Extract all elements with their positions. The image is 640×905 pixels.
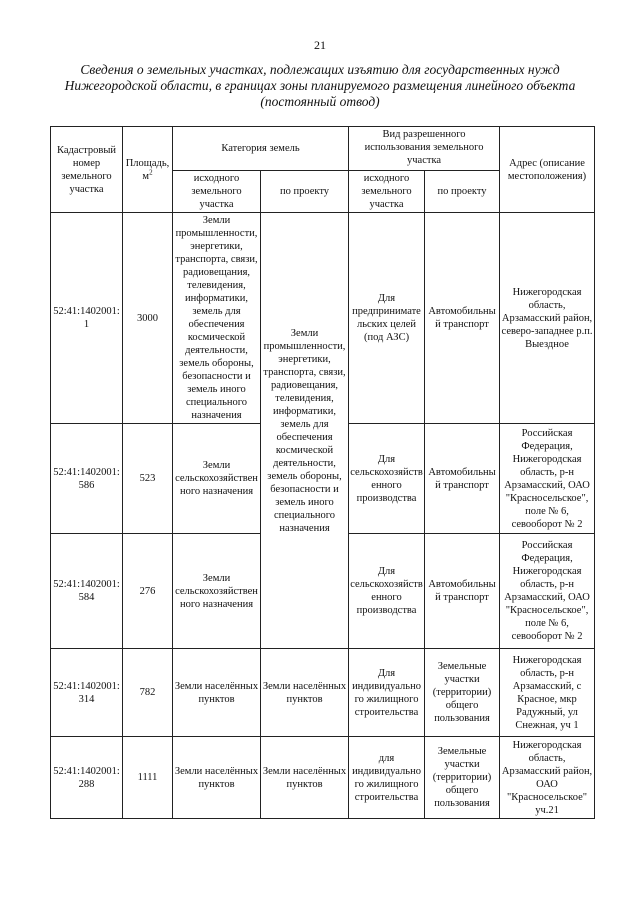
cell-use-source: Для индивидуального жилищного строительства [349, 649, 425, 737]
cell-address: Нижегородская область, р-н Арзамасский, с Красное, мкр Радужный, ул Снежная, уч 1 [500, 649, 595, 737]
header-cadastral: Кадастровый номер земельного участка [51, 127, 123, 213]
cell-category-project: Земли населённых пунктов [261, 649, 349, 737]
table-row [51, 213, 595, 424]
document-title: Сведения о земельных участках, подлежащих изъятию для государственных нужд Нижегородской области, в границах зоны планируемого размещения линейного объекта (постоянный отвод) [64, 62, 576, 109]
header-category: Категория земель [173, 127, 349, 171]
header-area-sup: 2 [149, 168, 153, 176]
cell-use-source: Для сельскохозяйственного производства [349, 424, 425, 534]
cell-use-project: Автомобильный транспорт [425, 424, 500, 534]
cell-address: Российская Федерация, Нижегородская область, р-н Арзамасский, ОАО "Красносельское", поле № 6, севооборот № 2 [500, 534, 595, 649]
header-address: Адрес (описание местоположения) [500, 127, 595, 213]
cell-cadastral: 52:41:1402001:586 [51, 424, 123, 534]
cell-area: 276 [123, 534, 173, 649]
cell-area: 1111 [123, 737, 173, 819]
table-row [51, 737, 595, 819]
cell-use-source: для индивидуального жилищного строительства [349, 737, 425, 819]
header-area-label: Площадь, м [125, 157, 170, 182]
cell-category-project: Земли населённых пунктов [261, 737, 349, 819]
cell-area: 782 [123, 649, 173, 737]
header-category-project: по проекту [261, 171, 349, 213]
cell-address: Российская Федерация, Нижегородская область, р-н Арзамасский, ОАО "Красносельское", поле № 6, севооборот № 2 [500, 424, 595, 534]
cell-category-source: Земли сельскохозяйственного назначения [173, 424, 261, 534]
header-use: Вид разрешенного использования земельного участка [349, 127, 500, 171]
cell-cadastral: 52:41:1402001:584 [51, 534, 123, 649]
header-use-source: исходного земельного участка [349, 171, 425, 213]
header-use-project: по проекту [425, 171, 500, 213]
header-area [123, 127, 173, 213]
cell-category-source: Земли населённых пунктов [173, 649, 261, 737]
header-category-source: исходного земельного участка [173, 171, 261, 213]
cell-use-project: Автомобильный транспорт [425, 534, 500, 649]
cell-cadastral: 52:41:1402001:314 [51, 649, 123, 737]
cell-address: Нижегородская область, Арзамасский район, северо-западнее р.п. Выездное [500, 213, 595, 424]
cell-use-source: Для сельскохозяйственного производства [349, 534, 425, 649]
table-row [51, 649, 595, 737]
cell-category-project-merged: Земли промышленности, энергетики, транспорта, связи, радиовещания, телевидения, информатики, земель для обеспечения космической деятельности, земель обороны, безопасности и земель иного специального назначения [261, 213, 349, 649]
land-plots-table [50, 126, 595, 819]
cell-address: Нижегородская область, Арзамасский район, ОАО "Красносельское" уч.21 [500, 737, 595, 819]
cell-use-project: Автомобильный транспорт [425, 213, 500, 424]
cell-category-source: Земли населённых пунктов [173, 737, 261, 819]
cell-area: 3000 [123, 213, 173, 424]
cell-category-source: Земли промышленности, энергетики, транспорта, связи, радиовещания, телевидения, информатики, земель для обеспечения космической деятельности, земель обороны, безопасности и земель иного специального назначения [173, 213, 261, 424]
cell-area: 523 [123, 424, 173, 534]
cell-use-project: Земельные участки (территории) общего пользования [425, 737, 500, 819]
cell-use-source: Для предпринимательских целей (под АЗС) [349, 213, 425, 424]
table-header-row [51, 127, 595, 171]
cell-cadastral: 52:41:1402001:1 [51, 213, 123, 424]
cell-category-source: Земли сельскохозяйственного назначения [173, 534, 261, 649]
page-number: 21 [314, 38, 326, 52]
cell-cadastral: 52:41:1402001:288 [51, 737, 123, 819]
cell-use-project: Земельные участки (территории) общего пользования [425, 649, 500, 737]
